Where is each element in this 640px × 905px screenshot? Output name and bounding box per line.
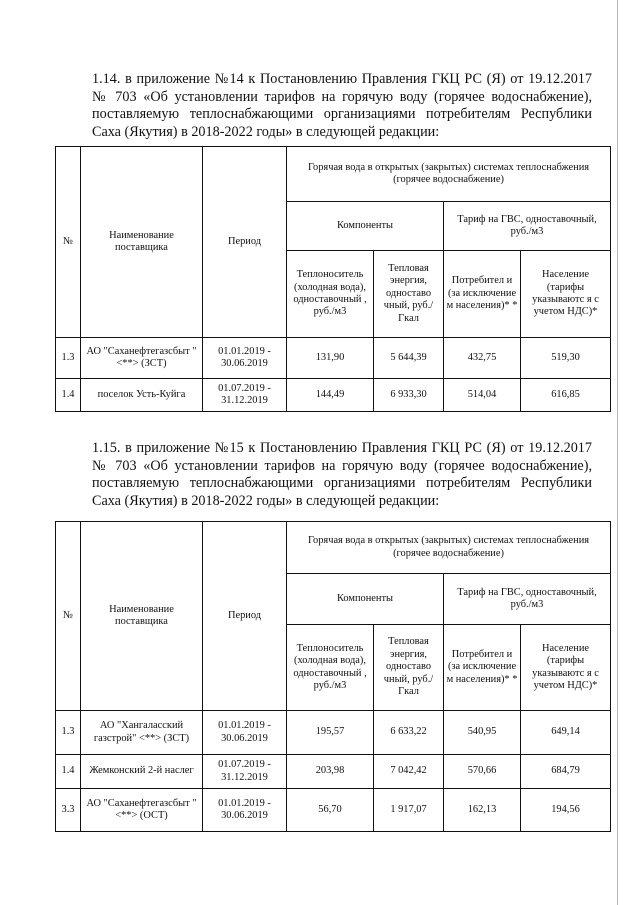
cell-coolant: 131,90 — [287, 338, 374, 379]
cell-heat: 1 917,07 — [374, 789, 444, 832]
cell-consumers: 432,75 — [444, 338, 521, 379]
cell-num: 1.4 — [56, 755, 81, 789]
page-edge-line — [617, 0, 618, 905]
cell-supplier: АО "Хангаласский газстрой" <**> (ЗСТ) — [81, 711, 203, 755]
cell-heat: 5 644,39 — [374, 338, 444, 379]
cell-coolant: 56,70 — [287, 789, 374, 832]
cell-heat: 7 042,42 — [374, 755, 444, 789]
header-components: Компоненты — [287, 574, 444, 625]
cell-consumers: 162,13 — [444, 789, 521, 832]
header-tariff: Тариф на ГВС, одноставочный, руб./м3 — [444, 574, 611, 625]
table-row — [56, 711, 611, 755]
header-coolant: Теплоноситель (холодная вода), одноставочный , руб./м3 — [287, 251, 374, 338]
cell-population: 519,30 — [521, 338, 611, 379]
cell-period: 01.01.2019 - 30.06.2019 — [203, 711, 287, 755]
cell-population: 194,56 — [521, 789, 611, 832]
header-heat: Тепловая энергия, одноставо чный, руб./Гкал — [374, 251, 444, 338]
table-row — [56, 379, 611, 412]
cell-num: 1.3 — [56, 711, 81, 755]
cell-supplier: АО "Саханефтегазсбыт " <**> (ОСТ) — [81, 789, 203, 832]
cell-num: 3.3 — [56, 789, 81, 832]
cell-population: 616,85 — [521, 379, 611, 412]
header-num: № — [56, 147, 81, 338]
cell-supplier: Жемконский 2-й наслег — [81, 755, 203, 789]
header-supplier: Наименование поставщика — [81, 522, 203, 711]
header-period: Период — [203, 147, 287, 338]
cell-period: 01.01.2019 - 30.06.2019 — [203, 789, 287, 832]
cell-period: 01.07.2019 - 31.12.2019 — [203, 379, 287, 412]
cell-period: 01.01.2019 - 30.06.2019 — [203, 338, 287, 379]
header-num: № — [56, 522, 81, 711]
header-consumers: Потребител и (за исключение м населения)* * — [444, 625, 521, 711]
cell-period: 01.07.2019 - 31.12.2019 — [203, 755, 287, 789]
paragraph-1-15: 1.15. в приложение №15 к Постановлению Правления ГКЦ РС (Я) от 19.12.2017 № 703 «Об установлении тарифов на горячую воду (горячее водоснабжение), поставляемую теплоснабжающими организациями потребителям Республики Саха (Якутия) в 2018-2022 годы» в следующей редакции: — [92, 440, 592, 509]
table-row — [56, 338, 611, 379]
cell-num: 1.4 — [56, 379, 81, 412]
cell-heat: 6 633,22 — [374, 711, 444, 755]
header-consumers: Потребител и (за исключение м населения)* * — [444, 251, 521, 338]
header-coolant: Теплоноситель (холодная вода), одноставочный , руб./м3 — [287, 625, 374, 711]
cell-population: 684,79 — [521, 755, 611, 789]
header-group: Горячая вода в открытых (закрытых) системах теплоснабжения (горячее водоснабжение) — [287, 147, 611, 202]
cell-num: 1.3 — [56, 338, 81, 379]
table-row — [56, 789, 611, 832]
cell-heat: 6 933,30 — [374, 379, 444, 412]
header-tariff: Тариф на ГВС, одноставочный, руб./м3 — [444, 202, 611, 251]
header-group: Горячая вода в открытых (закрытых) системах теплоснабжения (горячее водоснабжение) — [287, 522, 611, 574]
header-population: Население (тарифы указываютс я с учетом НДС)* — [521, 625, 611, 711]
cell-supplier: поселок Усть-Куйга — [81, 379, 203, 412]
header-components: Компоненты — [287, 202, 444, 251]
cell-consumers: 570,66 — [444, 755, 521, 789]
header-period: Период — [203, 522, 287, 711]
tariff-table-1-15 — [55, 521, 611, 832]
header-supplier: Наименование поставщика — [81, 147, 203, 338]
cell-coolant: 195,57 — [287, 711, 374, 755]
cell-population: 649,14 — [521, 711, 611, 755]
tariff-table-1-14 — [55, 146, 611, 412]
table-row — [56, 755, 611, 789]
cell-consumers: 514,04 — [444, 379, 521, 412]
header-heat: Тепловая энергия, одноставо чный, руб./Гкал — [374, 625, 444, 711]
cell-coolant: 203,98 — [287, 755, 374, 789]
header-population: Население (тарифы указываютс я с учетом НДС)* — [521, 251, 611, 338]
cell-consumers: 540,95 — [444, 711, 521, 755]
paragraph-1-14: 1.14. в приложение №14 к Постановлению Правления ГКЦ РС (Я) от 19.12.2017 № 703 «Об установлении тарифов на горячую воду (горячее водоснабжение), поставляемую теплоснабжающими организациями потребителям Республики Саха (Якутия) в 2018-2022 годы» в следующей редакции: — [92, 71, 592, 140]
cell-supplier: АО "Саханефтегазсбыт " <**> (ЗСТ) — [81, 338, 203, 379]
cell-coolant: 144,49 — [287, 379, 374, 412]
